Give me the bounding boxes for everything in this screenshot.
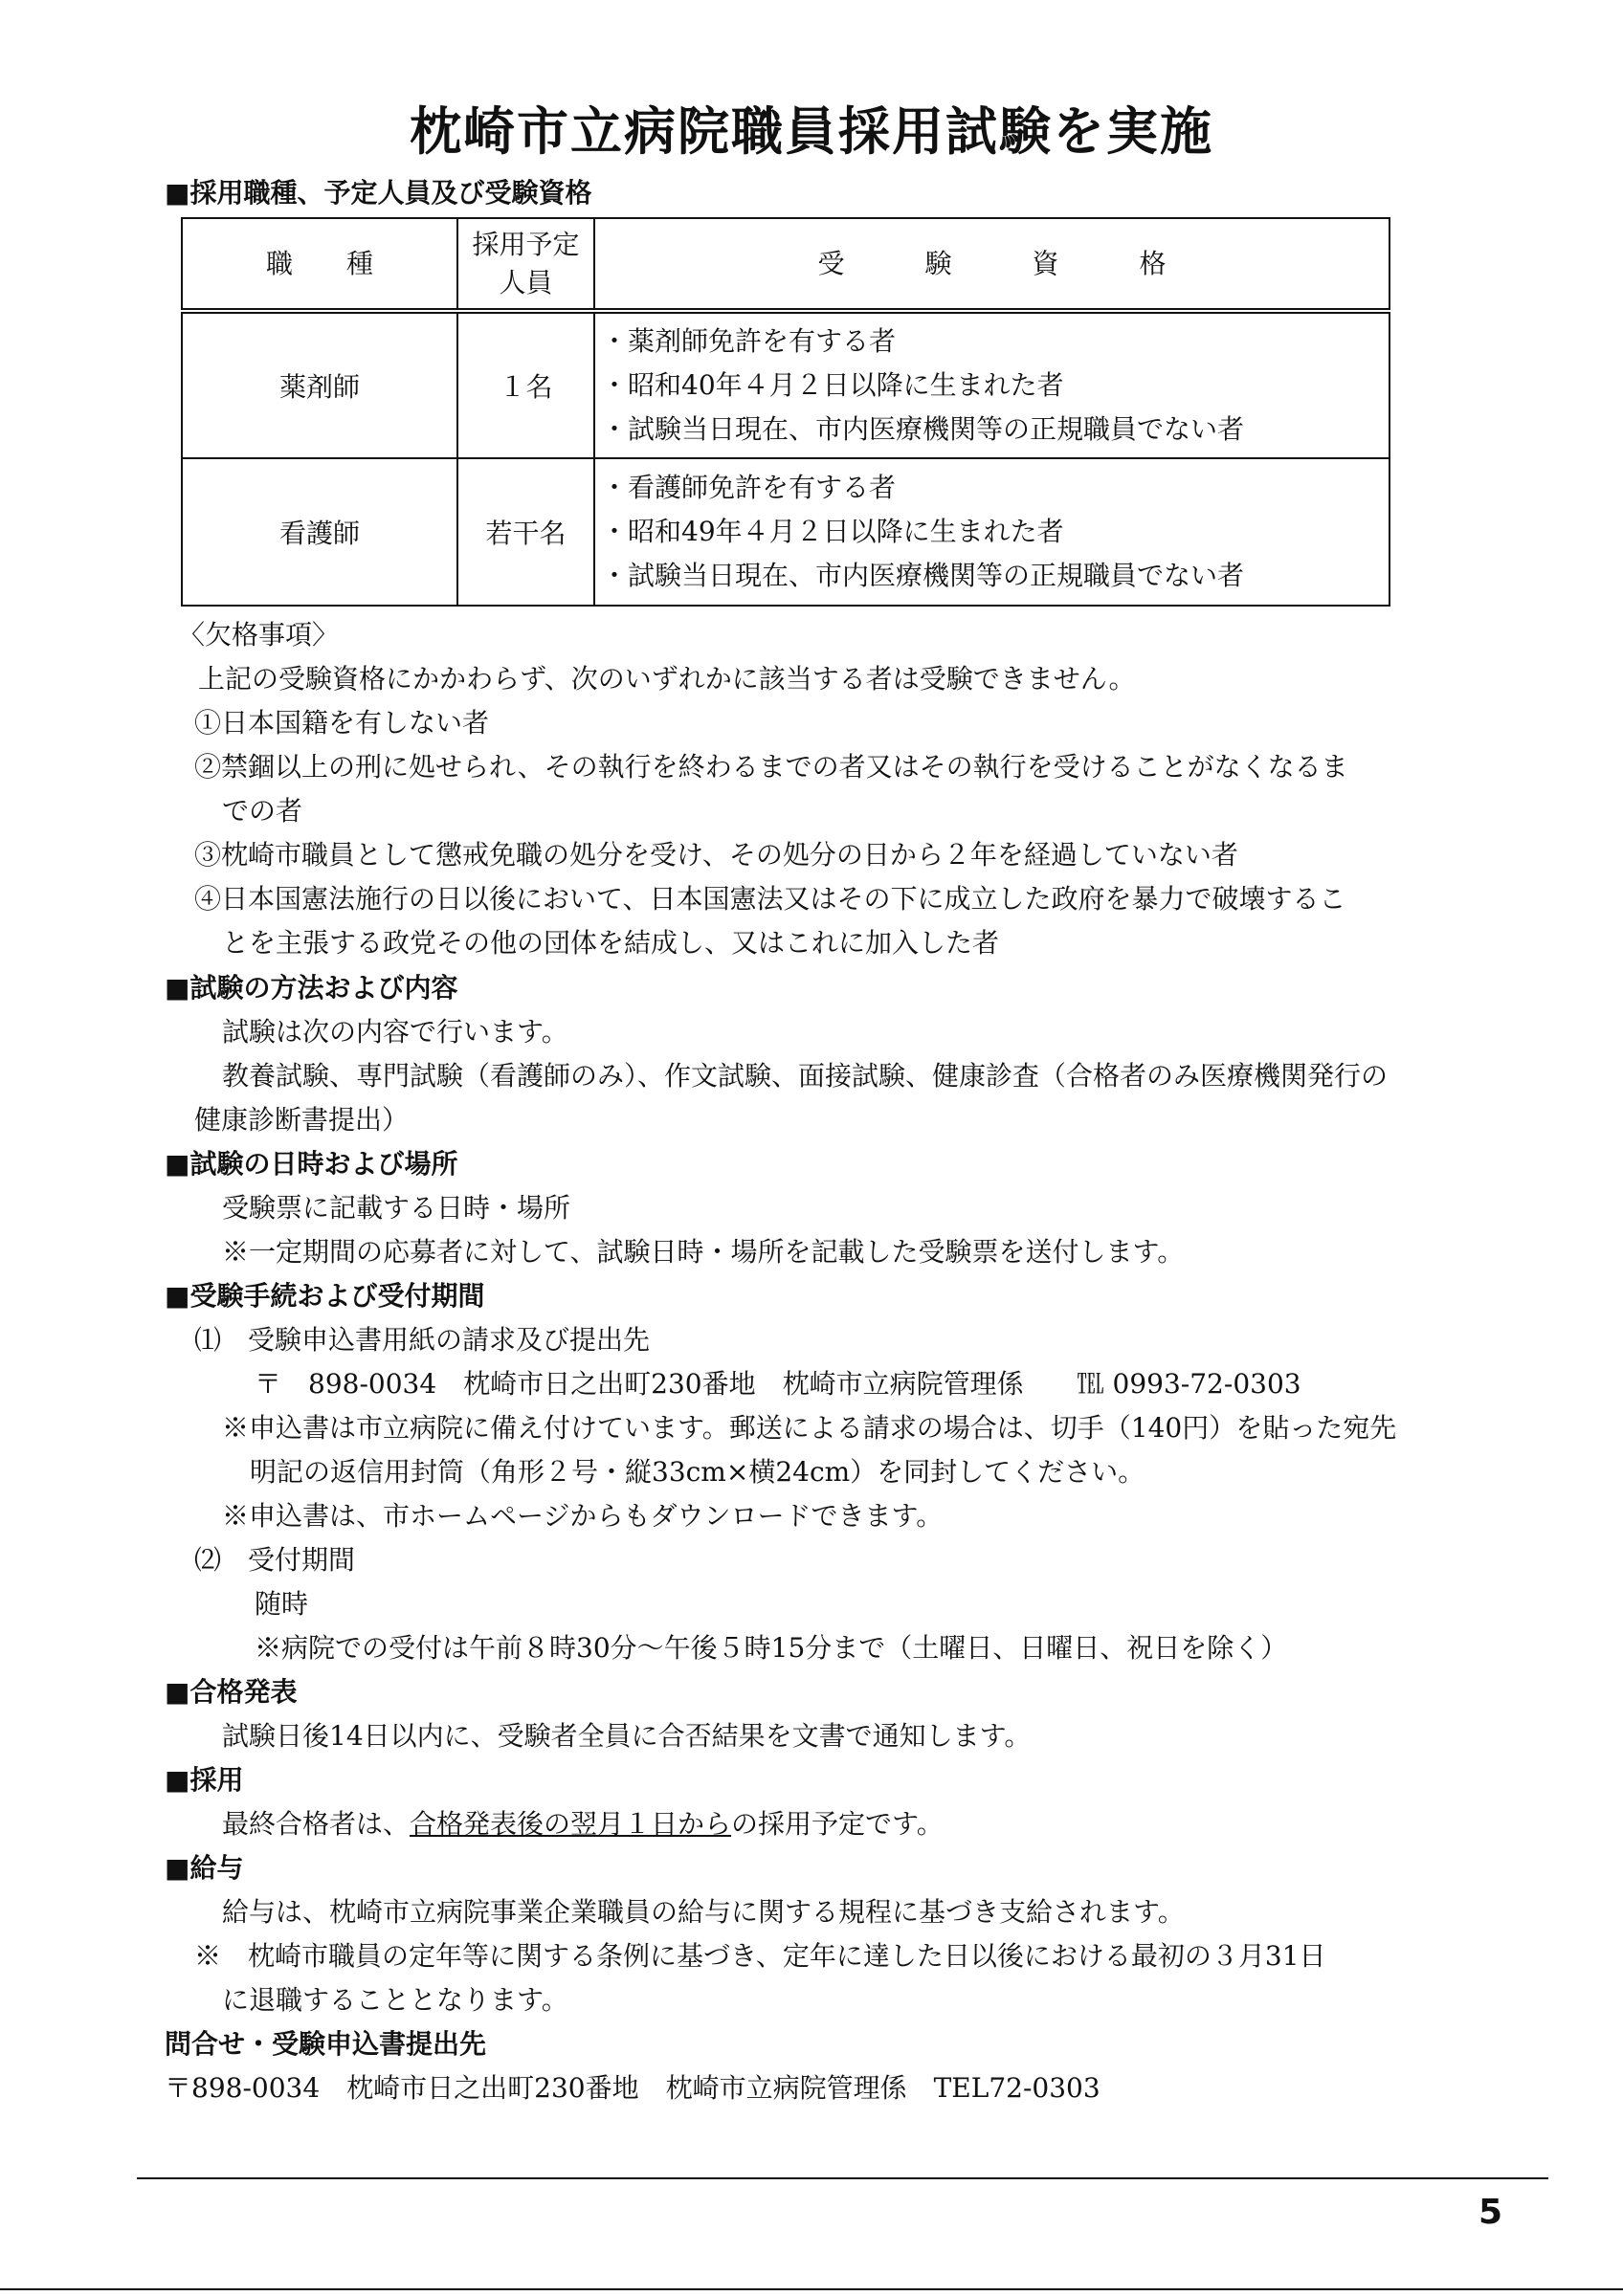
procedure-period: 随時 bbox=[255, 1588, 309, 1620]
section-heading-schedule: ■試験の日時および場所 bbox=[165, 1148, 458, 1180]
header-job-label: 職 種 bbox=[265, 247, 373, 279]
schedule-note: ※一定期間の応募者に対して、試験日時・場所を記載した受験票を送付します。 bbox=[222, 1236, 1185, 1268]
method-text: 教養試験、専門試験（看護師のみ）、作文試験、面接試験、健康診査（合格者のみ医療機関発行の bbox=[222, 1060, 1389, 1092]
procedure-note: ※申込書は市立病院に備え付けています。郵送による請求の場合は、切手（140円）を貼った宛先 bbox=[222, 1412, 1397, 1444]
salary-note: ※ 枕崎市職員の定年等に関する条例に基づき、定年に達した日以後における最初の３月31日 bbox=[194, 1940, 1326, 1972]
qualification-item: ・試験当日現在、市内医療機関等の正規職員でない者 bbox=[601, 560, 1245, 591]
section-heading-positions: ■採用職種、予定人員及び受験資格 bbox=[165, 177, 592, 209]
job-cell: 薬剤師 bbox=[182, 311, 457, 458]
method-text: 健康診断書提出） bbox=[194, 1104, 410, 1136]
hiring-text-pre: 最終合格者は、 bbox=[222, 1808, 411, 1840]
announcement-text: 試験日後14日以内に、受験者全員に合否結果を文書で通知します。 bbox=[222, 1720, 1032, 1752]
count-cell: 若干名 bbox=[457, 458, 594, 606]
disqualification-item-cont: とを主張する政党その他の団体を結成し、又はこれに加入した者 bbox=[222, 927, 1000, 959]
disqualification-item: ③枕崎市職員として懲戒免職の処分を受け、その処分の日から２年を経過していない者 bbox=[194, 839, 1238, 871]
section-heading-method: ■試験の方法および内容 bbox=[165, 972, 458, 1004]
qualification-cell bbox=[594, 458, 1390, 606]
disqualification-item: ④日本国憲法施行の日以後において、日本国憲法又はその下に成立した政府を暴力で破壊するこ bbox=[194, 883, 1346, 915]
header-job bbox=[182, 218, 457, 311]
qualification-item: ・看護師免許を有する者 bbox=[601, 472, 897, 503]
table-row bbox=[182, 311, 1390, 458]
disqualification-heading: 〈欠格事項〉 bbox=[178, 619, 340, 651]
section-heading-hiring: ■採用 bbox=[165, 1764, 244, 1796]
hiring-start-date: 合格発表後の翌月１日から bbox=[410, 1808, 732, 1840]
qualification-item: ・昭和40年４月２日以降に生まれた者 bbox=[601, 369, 1064, 401]
table-row bbox=[182, 458, 1390, 606]
qualification-cell bbox=[594, 311, 1390, 458]
qualification-item: ・昭和49年４月２日以降に生まれた者 bbox=[601, 516, 1064, 547]
table-header-row bbox=[182, 218, 1390, 311]
qualification-item: ・試験当日現在、市内医療機関等の正規職員でない者 bbox=[601, 413, 1245, 445]
schedule-text: 受験票に記載する日時・場所 bbox=[222, 1192, 571, 1224]
job-cell: 看護師 bbox=[182, 458, 457, 606]
contact-address: 〒898-0034 枕崎市日之出町230番地 枕崎市立病院管理係 TEL72-0303 bbox=[165, 2072, 1101, 2104]
salary-text: 給与は、枕崎市立病院事業企業職員の給与に関する規程に基づき支給されます。 bbox=[222, 1896, 1185, 1928]
header-count bbox=[457, 218, 594, 311]
header-qualification bbox=[594, 218, 1390, 311]
procedure-item-title: ⑴ 受験申込書用紙の請求及び提出先 bbox=[194, 1324, 651, 1356]
disqualification-intro: 上記の受験資格にかかわらず、次のいずれかに該当する者は受験できません。 bbox=[198, 663, 1136, 695]
count-cell: １名 bbox=[457, 311, 594, 458]
header-count-label: 採用予定 人員 bbox=[472, 228, 580, 298]
hiring-text-post: の採用予定です。 bbox=[731, 1808, 944, 1840]
positions-table bbox=[181, 217, 1390, 607]
page-title: 枕崎市立病院職員採用試験を実施 bbox=[410, 101, 1213, 162]
salary-note-cont: に退職することとなります。 bbox=[222, 1984, 568, 2016]
procedure-item-title: ⑵ 受付期間 bbox=[194, 1544, 356, 1576]
procedure-address: 〒 898-0034 枕崎市日之出町230番地 枕崎市立病院管理係 ℡ 0993-72-0303 bbox=[255, 1368, 1301, 1400]
header-qualification-label: 受 験 資 格 bbox=[817, 247, 1167, 279]
footer-divider bbox=[137, 2177, 1548, 2179]
procedure-note-cont: 明記の返信用封筒（角形２号・縦33cm×横24cm）を同封してください。 bbox=[250, 1456, 1145, 1488]
section-heading-announcement: ■合格発表 bbox=[165, 1676, 298, 1708]
hiring-text bbox=[222, 1805, 944, 1843]
disqualification-item: ②禁錮以上の刑に処せられ、その執行を終わるまでの者又はその執行を受けることがなくなるま bbox=[194, 751, 1348, 783]
section-heading-contact: 問合せ・受験申込書提出先 bbox=[165, 2028, 487, 2060]
qualification-item: ・薬剤師免許を有する者 bbox=[601, 325, 897, 357]
disqualification-item: ①日本国籍を有しない者 bbox=[194, 707, 490, 739]
procedure-note: ※病院での受付は午前８時30分～午後５時15分まで（土曜日、日曜日、祝日を除く） bbox=[255, 1632, 1288, 1664]
page-number: 5 bbox=[1478, 2193, 1502, 2232]
procedure-note: ※申込書は、市ホームページからもダウンロードできます。 bbox=[222, 1500, 944, 1532]
section-heading-procedure: ■受験手続および受付期間 bbox=[165, 1280, 485, 1312]
bottom-edge-line bbox=[0, 2288, 1623, 2290]
section-heading-salary: ■給与 bbox=[165, 1852, 244, 1884]
method-text: 試験は次の内容で行います。 bbox=[222, 1016, 568, 1048]
disqualification-item-cont: での者 bbox=[222, 795, 303, 827]
